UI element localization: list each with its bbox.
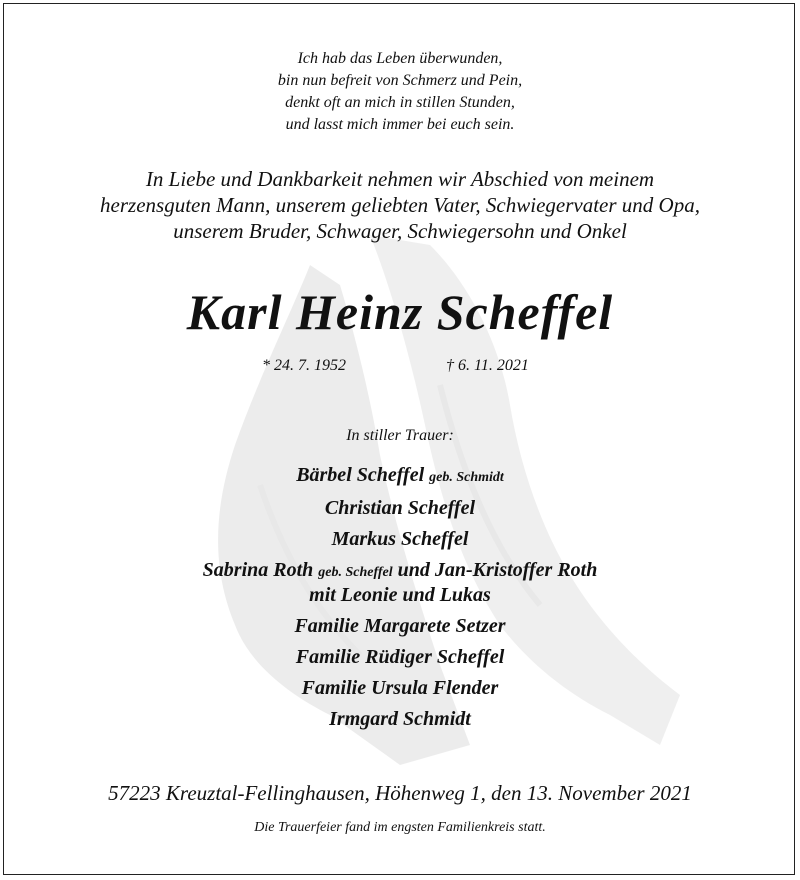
mourners-list (0, 460, 800, 735)
mourner-sabrina (0, 555, 800, 611)
deceased-name: Karl Heinz Scheffel (186, 284, 614, 340)
mourner-children: mit Leonie und Lukas (309, 584, 491, 606)
mourner-baerbel (0, 460, 800, 493)
mourner-ruediger: Familie Rüdiger Scheffel (295, 646, 505, 668)
intro-text (0, 166, 800, 244)
maiden-name-note: geb. Scheffel (318, 565, 393, 580)
mourner-name: Sabrina Roth (202, 559, 314, 581)
place-and-date: 57223 Kreuztal-Fellinghausen, Höhenweg 1, den 13. November 2021 (108, 781, 692, 805)
intro-line: In Liebe und Dankbarkeit nehmen wir Abschied von meinem (145, 167, 655, 191)
mourning-label: In stiller Trauer: (346, 427, 454, 444)
poem-line: denkt oft an mich in stillen Stunden, (285, 94, 515, 111)
funeral-note: Die Trauerfeier fand im engsten Familienkreis statt. (254, 820, 546, 835)
maiden-name-note: geb. Schmidt (429, 470, 504, 485)
birth-date: * 24. 7. 1952 (262, 357, 346, 374)
intro-line: unserem Bruder, Schwager, Schwiegersohn und Onkel (173, 219, 627, 243)
mourner-name: Bärbel Scheffel (296, 464, 425, 486)
mourner-flender: Familie Ursula Flender (301, 677, 499, 699)
mourner-partner: und Jan-Kristoffer Roth (397, 559, 598, 581)
mourner-christian: Christian Scheffel (324, 497, 476, 519)
poem-line: und lasst mich immer bei euch sein. (285, 116, 515, 133)
mourner-setzer: Familie Margarete Setzer (294, 615, 506, 637)
death-date: † 6. 11. 2021 (446, 357, 529, 374)
mourner-markus: Markus Scheffel (331, 528, 469, 550)
poem (0, 48, 800, 136)
poem-line: Ich hab das Leben überwunden, (297, 50, 503, 67)
intro-line: herzensguten Mann, unserem geliebten Vater, Schwiegervater und Opa, (100, 193, 700, 217)
poem-line: bin nun befreit von Schmerz und Pein, (277, 72, 523, 89)
mourner-irmgard: Irmgard Schmidt (329, 708, 471, 730)
